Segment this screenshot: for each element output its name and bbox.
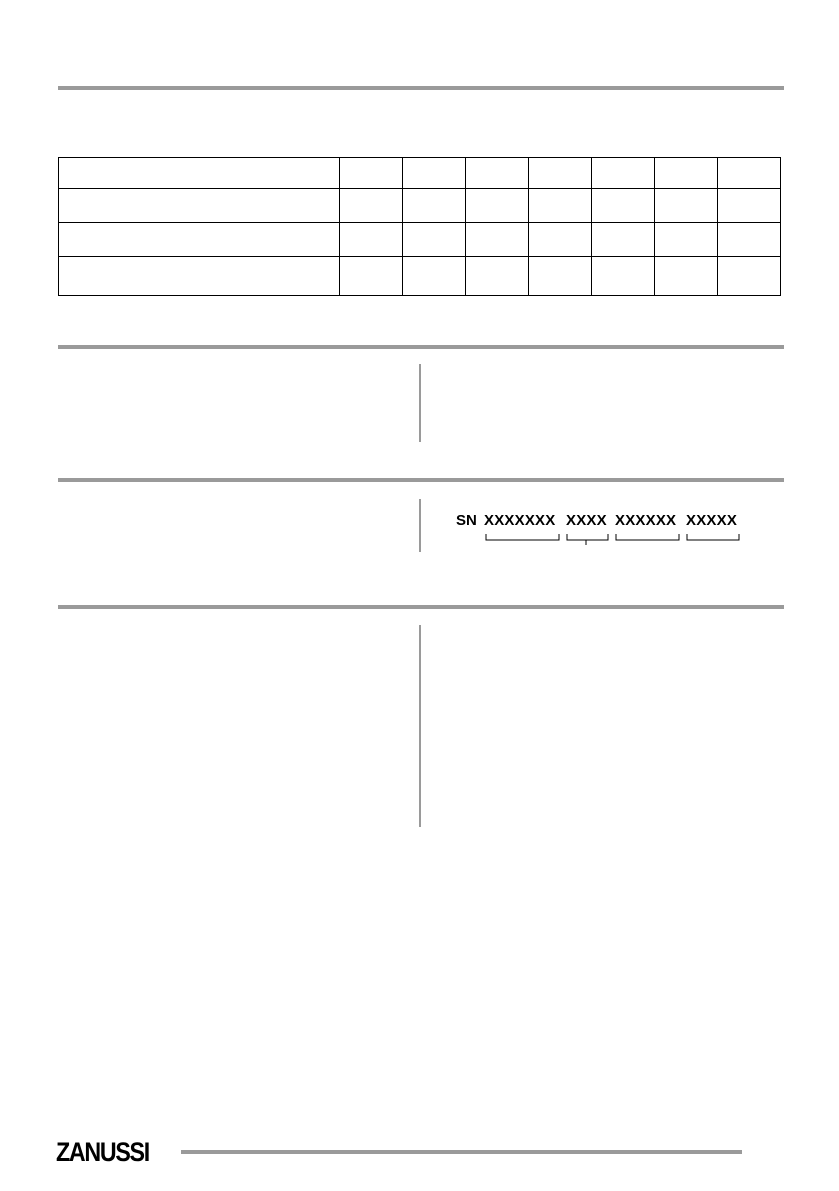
table-cell	[655, 189, 718, 223]
table-cell	[655, 257, 718, 296]
page-top-rule	[58, 86, 784, 90]
bracket-segment-3	[616, 534, 679, 540]
table-cell	[529, 257, 592, 296]
brand-logo: ZANUSSI	[56, 1137, 149, 1167]
table-row	[59, 158, 781, 189]
serial-number-segment: XXXXX	[686, 512, 738, 529]
section-rule-3	[58, 605, 784, 609]
table-cell	[466, 257, 529, 296]
table-row	[59, 189, 781, 223]
table-cell	[340, 158, 403, 189]
table-cell	[403, 257, 466, 296]
section-rule-1	[58, 345, 784, 349]
serial-number-diagram	[456, 510, 756, 550]
table-cell	[592, 158, 655, 189]
table-cell	[592, 223, 655, 257]
table-cell	[655, 223, 718, 257]
bracket-segment-2	[567, 534, 608, 545]
table-cell	[59, 257, 340, 296]
serial-number-segment: XXXXXX	[615, 512, 677, 529]
table-cell	[340, 223, 403, 257]
table-cell	[466, 189, 529, 223]
column-divider-1	[419, 364, 421, 442]
column-divider-2	[419, 499, 421, 552]
table-cell	[466, 158, 529, 189]
table-cell	[340, 189, 403, 223]
table-cell	[529, 158, 592, 189]
serial-number-segment: XXXXXXX	[484, 512, 556, 529]
table-cell	[718, 257, 781, 296]
bracket-segment-1	[486, 534, 559, 540]
table-cell	[592, 189, 655, 223]
table-cell	[718, 189, 781, 223]
table-cell	[592, 257, 655, 296]
table-cell	[59, 158, 340, 189]
column-divider-3	[419, 625, 421, 827]
serial-number-segment: XXXX	[566, 512, 607, 529]
table-cell	[718, 158, 781, 189]
table-cell	[403, 223, 466, 257]
technical-data-table	[58, 157, 781, 296]
table-row	[59, 257, 781, 296]
table-cell	[59, 189, 340, 223]
bracket-segment-4	[687, 534, 739, 540]
serial-number-brackets	[456, 528, 756, 548]
table-cell	[466, 223, 529, 257]
footer-rule	[181, 1150, 742, 1154]
table-cell	[655, 158, 718, 189]
table-cell	[403, 189, 466, 223]
serial-number-prefix: SN	[456, 512, 477, 529]
table-cell	[59, 223, 340, 257]
table-cell	[529, 189, 592, 223]
section-rule-2	[58, 478, 784, 482]
table-row	[59, 223, 781, 257]
table-cell	[340, 257, 403, 296]
table-cell	[718, 223, 781, 257]
table-cell	[403, 158, 466, 189]
table-cell	[529, 223, 592, 257]
